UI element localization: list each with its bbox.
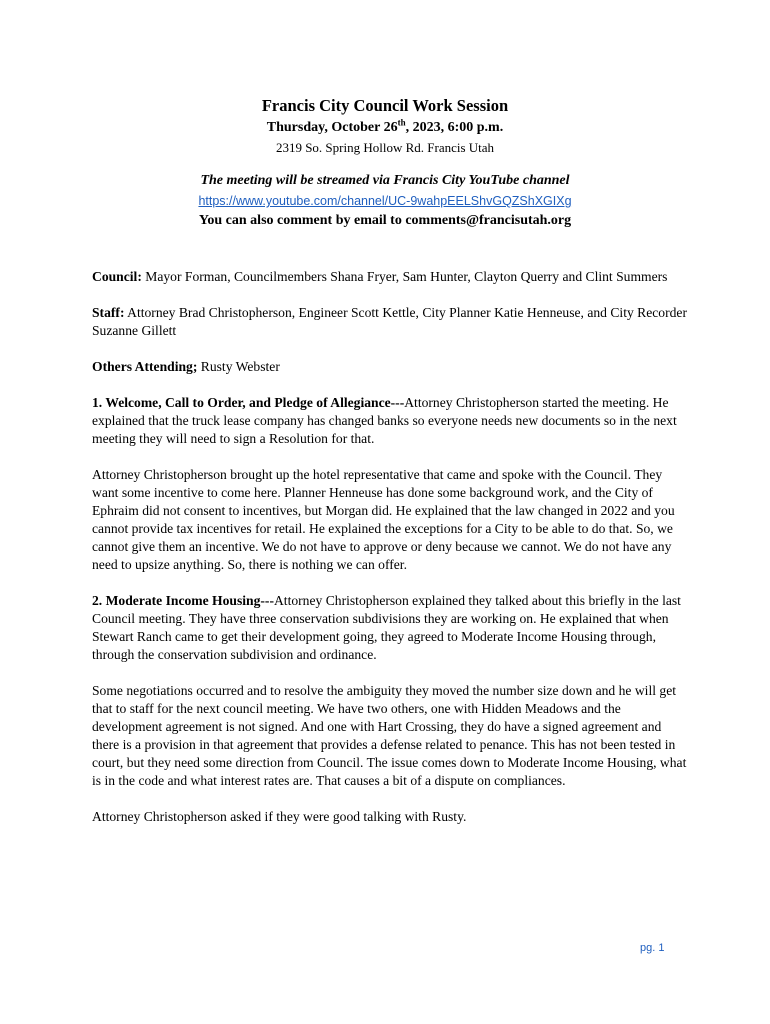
section-2-paragraph-3: Attorney Christopherson asked if they were good talking with Rusty. — [92, 809, 467, 824]
stream-note: The meeting will be streamed via Francis City YouTube channel — [200, 173, 570, 188]
meeting-date-time: , 2023, 6:00 p.m. — [405, 120, 504, 135]
meeting-date-main: Thursday, October 26 — [266, 120, 398, 135]
meeting-address: 2319 So. Spring Hollow Rd. Francis Utah — [275, 140, 495, 155]
section-1-heading: 1. Welcome, Call to Order, and Pledge of Allegiance--- — [92, 395, 405, 410]
section-2-text: Attorney Christopherson explained they talked about this briefly in the last Council meeting. They have three conservation subdivisions they are working on. He explained that when Stewart Ranch came to get their development going, they agreed to Moderate Income Housing through, through the conservation subdivision and ordinance. — [92, 593, 681, 662]
meeting-date — [0, 118, 770, 138]
document-header — [0, 96, 770, 231]
document-title: Francis City Council Work Session — [261, 96, 509, 115]
staff-label: Staff: — [92, 305, 125, 320]
staff-members: Attorney Brad Christopherson, Engineer Scott Kettle, City Planner Katie Henneuse, and City Recorder Suzanne Gillett — [92, 305, 687, 338]
section-2-paragraph-1 — [92, 592, 688, 664]
others-attendance — [92, 358, 688, 376]
meeting-date-ordinal: th — [397, 117, 406, 128]
council-label: Council: — [92, 269, 142, 284]
staff-attendance — [92, 304, 688, 340]
others-label: Others Attending; — [92, 359, 198, 374]
comment-email-note: You can also comment by email to comments@francisutah.org — [198, 213, 572, 228]
section-2-paragraph-2: Some negotiations occurred and to resolve the ambiguity they moved the number size down and he will get that to staff for the next council meeting. We have two others, one with Hidden Meadows and the development agreement is not signed. And one with Hart Crossing, they do have a signed agreement and there is a provision in that agreement that provides a defense related to penance. This has not been tested in court, but they need some direction from Council. The issue comes down to Moderate Income Housing, what is in the code and what interest rates are. That causes a bit of a dispute on compliances. — [92, 683, 687, 788]
page-number: pg. 1 — [640, 942, 665, 954]
section-1-text: Attorney Christopherson started the meeting. He explained that the truck lease company has changed banks so everyone needs new documents so in the next meeting they will need to sign a Resolution for that. — [92, 395, 677, 446]
council-members: Mayor Forman, Councilmembers Shana Fryer, Sam Hunter, Clayton Querry and Clint Summers — [145, 269, 668, 284]
council-attendance — [92, 268, 688, 286]
others-members: Rusty Webster — [200, 359, 280, 374]
section-1-paragraph-2: Attorney Christopherson brought up the hotel representative that came and spoke with the Council. They want some incentive to come here. Planner Henneuse has done some background work, and the City of Ephraim did not consent to incentives, but Morgan did. He explained that the law changed in 2022 and you cannot provide tax incentives for retail. He explained the exceptions for a City to be able to do that. So, we cannot give them an incentive. We do not have to approve or deny because we cannot. We do not have any need to upsize anything. So, there is nothing we can offer. — [92, 467, 675, 572]
section-2-heading: 2. Moderate Income Housing--- — [92, 593, 274, 608]
section-1-paragraph-1 — [92, 394, 688, 448]
document-body — [92, 268, 688, 844]
youtube-link[interactable]: https://www.youtube.com/channel/UC-9wahpEELShvGQZShXGIXg — [198, 194, 572, 208]
